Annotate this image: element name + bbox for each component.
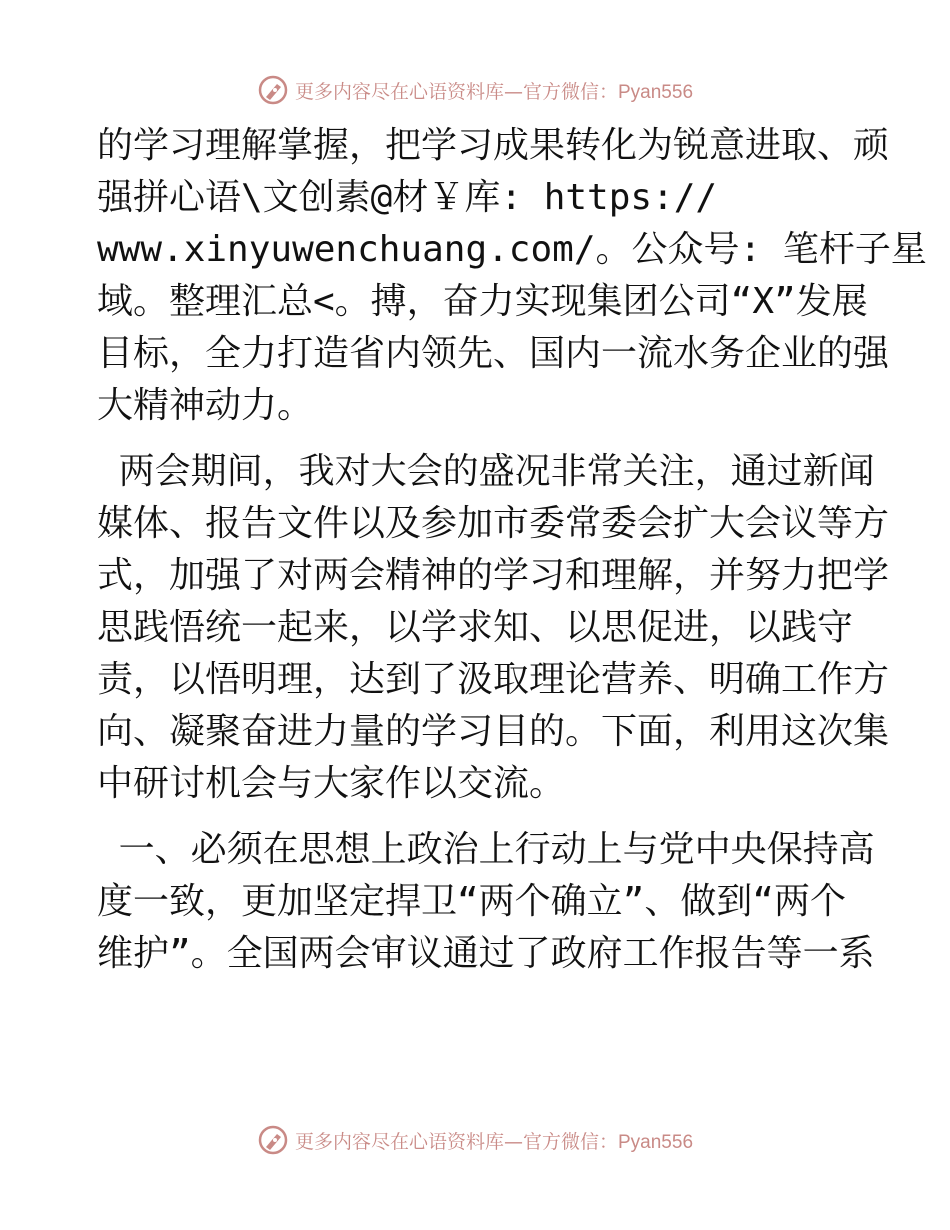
watermark-account-label: 官方微信： [522,1130,618,1153]
watermark-separator: — [503,1130,523,1153]
text-line: 大精神动力。 [97,385,314,426]
text-line: 向、凝聚奋进力量的学习目的。下面，利用这次集 [97,711,890,752]
paragraph [97,446,890,810]
watermark-account-id: Pyan556 [618,81,694,103]
pen-nib-logo-icon [257,74,289,106]
text-line: 思践悟统一起来，以学求知、以思促进，以践守 [97,607,854,648]
watermark-text [295,1127,693,1154]
text-line: 两会期间，我对大会的盛况非常关注，通过新闻 [97,451,875,492]
text-line: 一、必须在思想上政治上行动上与党中央保持高 [97,829,875,870]
paragraph-gap [97,432,857,446]
watermark-text [295,77,693,104]
paragraph [97,824,875,980]
watermark-account-label: 官方微信： [522,80,618,103]
text-line: 的学习理解掌握，把学习成果转化为锐意进取、顽 [97,125,890,166]
text-line: www.xinyuwenchuang.com/。公众号: 笔杆子星 [97,229,927,270]
text-line: 责，以悟明理，达到了汲取理论营养、明确工作方 [97,659,890,700]
pen-nib-logo-icon [257,1124,289,1156]
text-line: 目标，全力打造省内领先、国内一流水务企业的强 [97,333,890,374]
text-line: 媒体、报告文件以及参加市委常委会扩大会议等方 [97,503,890,544]
text-line: 式，加强了对两会精神的学习和理解，并努力把学 [97,555,890,596]
text-line: 中研讨机会与大家作以交流。 [97,763,566,804]
text-line: 域。整理汇总<。搏，奋力实现集团公司“X”发展 [97,281,868,322]
footer-watermark [0,1120,950,1160]
watermark-account-id: Pyan556 [618,1131,694,1153]
document-body [97,120,927,980]
paragraph [97,120,927,432]
text-line: 度一致，更加坚定捍卫“两个确立”、做到“两个 [97,881,847,922]
text-line: 维护”。全国两会审议通过了政府工作报告等一系 [97,933,875,974]
watermark-brand: 更多内容尽在心语资料库 [294,1130,504,1153]
watermark-separator: — [503,80,523,103]
paragraph-gap [97,810,857,824]
watermark-brand: 更多内容尽在心语资料库 [294,80,504,103]
header-watermark [0,70,950,110]
text-line: 强拼心语\文创素@材￥库: https:// [97,177,718,218]
